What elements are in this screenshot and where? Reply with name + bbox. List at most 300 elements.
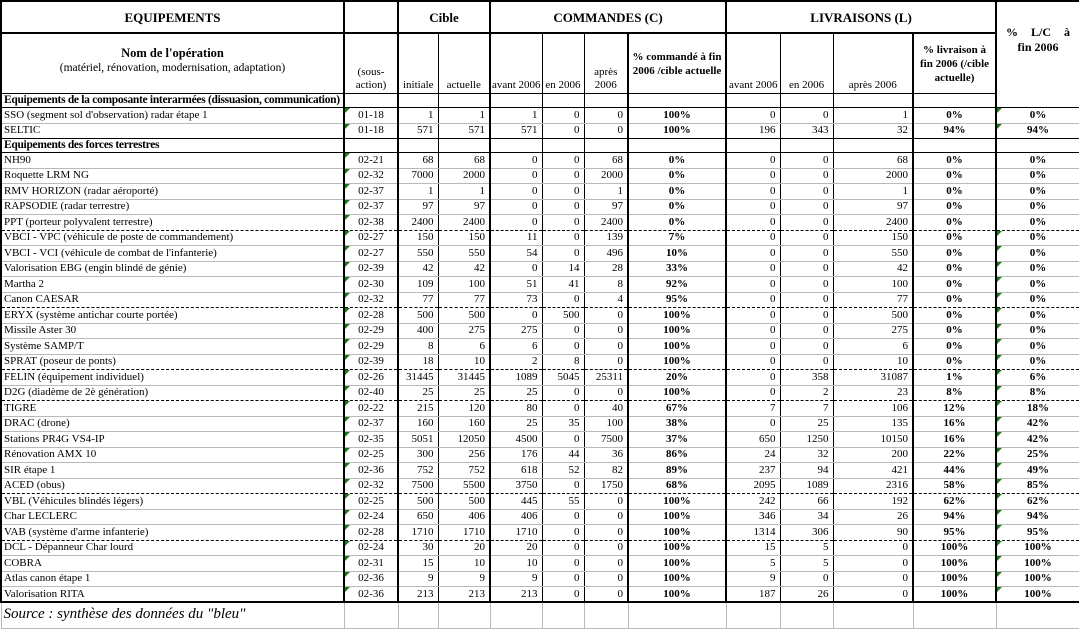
cell-commandes-en-2006 [542,339,584,355]
cell-text: 0 [823,200,829,213]
cell-text: 02-32 [358,293,384,306]
cell-text: 0 [574,324,580,337]
cell-livraisons-avant-2006 [726,494,780,510]
cell-pct-livraison-fin-2006 [913,556,996,572]
cell-text: 0 [532,262,538,275]
cell-pct-commande-fin-2006 [628,153,726,169]
empty-cell [344,139,398,153]
cell-livraisons-en-2006 [780,540,833,556]
cell-livraisons-apres-2006 [833,230,913,246]
cell-text: 0 [532,169,538,182]
cell-commandes-avant-2006 [490,385,542,401]
cell-livraisons-avant-2006 [726,277,780,293]
cell-livraisons-en-2006 [780,447,833,463]
lc-part-ratio: L/C [1031,24,1052,39]
cell-cible-actuelle [438,215,490,231]
cell-commandes-apres-2006 [584,525,628,541]
cell-text: 02-29 [358,339,384,352]
cell-operation-name: Système SAMP/T [1,339,344,355]
cell-sous-action [344,525,398,541]
cell-commandes-apres-2006 [584,339,628,355]
cell-text: 0 [617,494,623,507]
cell-text: 42 [897,262,909,275]
cell-pct-livraison-fin-2006 [913,123,996,139]
cell-text: 0 [617,324,623,337]
cell-pct-l-sur-c-fin-2006 [996,108,1079,124]
cell-commandes-apres-2006 [584,184,628,200]
cell-text: 150 [891,231,909,244]
cell-operation-name: VAB (système d'arme infanterie) [1,525,344,541]
cell-cible-initiale [398,385,438,401]
cell-pct-livraison-fin-2006 [913,509,996,525]
lc-part-percent: % [1006,24,1019,39]
cell-text: 0 [823,246,829,259]
table-row [1,416,1079,432]
cell-pct-l-sur-c-fin-2006 [996,494,1079,510]
cell-commandes-apres-2006 [584,354,628,370]
green-corner-indicator-icon [997,448,1002,453]
cell-pct-livraison-fin-2006 [913,525,996,541]
cell-commandes-apres-2006 [584,199,628,215]
cell-text: 94% [943,124,966,137]
cell-text: 100% [940,541,969,554]
cell-text: 9 [428,572,434,585]
cell-pct-commande-fin-2006 [628,123,726,139]
cell-pct-commande-fin-2006 [628,292,726,308]
cell-cible-actuelle [438,199,490,215]
cell-livraisons-avant-2006 [726,323,780,339]
cell-text: 02-26 [358,370,384,383]
cell-pct-commande-fin-2006 [628,323,726,339]
cell-operation-name: Char LECLERC [1,509,344,525]
cell-cible-initiale [398,478,438,494]
cell-text: 02-37 [358,417,384,430]
cell-text: 86% [666,448,689,461]
cell-text: 1 [428,108,434,121]
cell-text: 160 [417,417,434,430]
cell-operation-name: Martha 2 [1,277,344,293]
cell-commandes-avant-2006 [490,571,542,587]
green-corner-indicator-icon [997,479,1002,484]
green-corner-indicator-icon [345,184,350,189]
table-row [1,123,1079,139]
cell-livraisons-avant-2006 [726,556,780,572]
cell-operation-name: Stations PR4G VS4-IP [1,432,344,448]
cell-livraisons-avant-2006 [726,184,780,200]
empty-cell [542,94,584,108]
cell-text: 445 [521,494,538,507]
cell-text: 0 [574,386,580,399]
cell-commandes-apres-2006 [584,308,628,324]
table-row [1,354,1079,370]
header-row-groups [1,1,1079,33]
cell-text: 0% [946,262,963,275]
cell-cible-initiale [398,123,438,139]
cell-sous-action [344,168,398,184]
cell-commandes-en-2006 [542,525,584,541]
cell-text: 0% [946,293,963,306]
empty-cell [584,139,628,153]
cell-commandes-en-2006 [542,199,584,215]
cell-cible-initiale [398,401,438,417]
cell-text: 31445 [457,370,485,383]
cell-text: 02-38 [358,215,384,228]
cell-commandes-en-2006 [542,123,584,139]
cell-text: 106 [891,401,909,414]
empty-cell [344,94,398,108]
cell-text: 0 [770,355,776,368]
cell-text: 0 [823,184,829,197]
cell-text: 0% [668,153,686,166]
cell-text: 213 [417,587,434,600]
lc-part-a: à [1064,24,1071,39]
cell-operation-name: Valorisation EBG (engin blindé de génie) [1,261,344,277]
green-corner-indicator-icon [345,587,350,592]
empty-cell [490,94,542,108]
cell-text: 0% [946,215,963,228]
cell-livraisons-avant-2006 [726,215,780,231]
cell-text: 1 [428,184,434,197]
cell-commandes-avant-2006 [490,153,542,169]
table-row [1,525,1079,541]
cell-livraisons-apres-2006 [833,277,913,293]
cell-commandes-en-2006 [542,587,584,603]
green-corner-indicator-icon [345,124,350,129]
cell-text: 7500 [601,432,623,445]
cell-commandes-en-2006 [542,478,584,494]
cell-pct-commande-fin-2006 [628,108,726,124]
cell-text: 44% [943,463,966,476]
cell-sous-action [344,277,398,293]
cell-text: 02-39 [358,262,384,275]
cell-text: 2 [532,355,538,368]
cell-text: 343 [812,124,829,137]
green-corner-indicator-icon [345,386,350,391]
cell-text: 0 [574,169,580,182]
cell-text: 24 [764,448,776,461]
cell-pct-l-sur-c-fin-2006 [996,123,1079,139]
cell-livraisons-avant-2006 [726,153,780,169]
cell-pct-livraison-fin-2006 [913,339,996,355]
green-corner-indicator-icon [997,432,1002,437]
cell-commandes-apres-2006 [584,509,628,525]
cell-text: 42% [1027,417,1050,430]
green-corner-indicator-icon [345,417,350,422]
green-corner-indicator-icon [345,572,350,577]
cell-commandes-apres-2006 [584,323,628,339]
cell-commandes-avant-2006 [490,401,542,417]
cell-pct-l-sur-c-fin-2006 [996,261,1079,277]
cell-text: 0% [946,308,963,321]
cell-sous-action [344,108,398,124]
cell-text: 62% [943,494,966,507]
cell-commandes-apres-2006 [584,463,628,479]
cell-text: 571 [417,124,434,137]
cell-text: 1 [532,108,538,121]
cell-cible-actuelle [438,292,490,308]
cell-text: 0 [823,308,829,321]
cell-livraisons-en-2006 [780,587,833,603]
cell-text: 0% [946,355,963,368]
section-header-row [1,139,1079,153]
cell-text: 256 [468,448,485,461]
cell-text: 31445 [406,370,434,383]
green-corner-indicator-icon [345,448,350,453]
cell-text: 0 [617,510,623,523]
cell-livraisons-en-2006 [780,463,833,479]
cell-livraisons-apres-2006 [833,339,913,355]
cell-sous-action [344,385,398,401]
empty-cell [584,94,628,108]
cell-text: 571 [521,124,538,137]
cell-text: 5051 [411,432,434,445]
cell-text: 0% [1029,339,1047,352]
cell-text: 7 [823,401,829,414]
header-cible-initiale: initiale [398,33,438,94]
cell-livraisons-avant-2006 [726,123,780,139]
section-title: Equipements des forces terrestres [1,139,344,153]
cell-text: 01-18 [358,124,384,137]
empty-cell [398,139,438,153]
table-row [1,230,1079,246]
cell-text: 100% [663,587,691,600]
cell-text: 2400 [463,215,485,228]
cell-cible-actuelle [438,556,490,572]
cell-pct-l-sur-c-fin-2006 [996,308,1079,324]
cell-text: 2000 [886,169,909,182]
cell-pct-commande-fin-2006 [628,199,726,215]
cell-pct-livraison-fin-2006 [913,108,996,124]
cell-text: 1 [902,108,909,121]
cell-text: 97 [897,200,909,213]
cell-sous-action [344,230,398,246]
cell-text: 7% [668,231,686,244]
cell-text: 346 [759,510,776,523]
green-corner-indicator-icon [997,386,1002,391]
cell-text: 275 [521,324,538,337]
green-corner-indicator-icon [345,479,350,484]
cell-text: 0% [1029,231,1047,244]
cell-livraisons-avant-2006 [726,108,780,124]
cell-pct-commande-fin-2006 [628,246,726,262]
cell-text: 62% [1027,494,1050,507]
cell-livraisons-avant-2006 [726,416,780,432]
cell-text: 77 [474,293,485,306]
green-corner-indicator-icon [345,541,350,546]
header-row-columns [1,33,1079,94]
cell-livraisons-en-2006 [780,123,833,139]
cell-pct-commande-fin-2006 [628,432,726,448]
cell-livraisons-apres-2006 [833,199,913,215]
cell-livraisons-en-2006 [780,385,833,401]
cell-text: 109 [417,277,434,290]
cell-livraisons-apres-2006 [833,556,913,572]
cell-text: 0 [574,339,580,352]
cell-livraisons-en-2006 [780,478,833,494]
cell-text: 0 [617,386,623,399]
cell-text: 100% [663,308,691,321]
green-corner-indicator-icon [997,124,1002,129]
table-row [1,323,1079,339]
cell-text: 0% [1029,246,1047,259]
cell-text: 35 [568,417,580,430]
cell-commandes-avant-2006 [490,277,542,293]
cell-livraisons-avant-2006 [726,246,780,262]
cell-text: 0 [823,355,829,368]
cell-operation-name: Valorisation RITA [1,587,344,603]
cell-text: 500 [468,308,485,321]
cell-text: 68 [897,153,909,166]
cell-text: 97 [612,200,623,213]
cell-commandes-en-2006 [542,385,584,401]
cell-operation-name: SELTIC [1,123,344,139]
cell-commandes-apres-2006 [584,587,628,603]
cell-text: 0 [823,262,829,275]
cell-livraisons-apres-2006 [833,308,913,324]
cell-commandes-en-2006 [542,277,584,293]
cell-text: 02-28 [358,525,384,538]
cell-text: 100 [891,277,909,290]
cell-text: 0% [946,153,963,166]
green-corner-indicator-icon [345,355,350,360]
cell-livraisons-apres-2006 [833,323,913,339]
cell-pct-l-sur-c-fin-2006 [996,509,1079,525]
cell-sous-action [344,184,398,200]
cell-text: 0 [902,541,909,554]
cell-text: 02-22 [358,401,384,414]
cell-text: 650 [417,510,434,523]
cell-operation-name: FELIN (équipement individuel) [1,370,344,386]
cell-livraisons-apres-2006 [833,292,913,308]
cell-text: 358 [812,370,829,383]
cell-text: 100% [663,124,691,137]
cell-text: 54 [526,246,538,259]
cell-text: 0 [617,587,623,600]
cell-text: 01-18 [358,108,384,121]
cell-text: 02-31 [358,556,384,569]
cell-livraisons-avant-2006 [726,432,780,448]
cell-livraisons-apres-2006 [833,571,913,587]
cell-commandes-avant-2006 [490,540,542,556]
cell-cible-initiale [398,292,438,308]
cell-sous-action [344,509,398,525]
cell-text: 139 [606,231,623,244]
cell-text: 550 [417,246,434,259]
cell-text: 44 [568,448,580,461]
cell-commandes-en-2006 [542,447,584,463]
empty-cell [913,94,996,108]
cell-text: 8 [428,339,434,352]
cell-text: 500 [468,494,485,507]
cell-operation-name: RMV HORIZON (radar aéroporté) [1,184,344,200]
cell-commandes-en-2006 [542,556,584,572]
cell-text: 0 [823,572,829,585]
cell-pct-livraison-fin-2006 [913,463,996,479]
cell-sous-action [344,261,398,277]
cell-pct-livraison-fin-2006 [913,540,996,556]
cell-text: 196 [759,124,776,137]
table-row [1,153,1079,169]
cell-text: 0 [574,432,580,445]
cell-text: 150 [468,231,485,244]
cell-text: 0 [617,355,623,368]
cell-text: 618 [521,463,538,476]
cell-livraisons-apres-2006 [833,108,913,124]
cell-cible-actuelle [438,168,490,184]
cell-sous-action [344,571,398,587]
cell-text: 0 [823,293,829,306]
empty-cell [490,602,542,628]
cell-text: 500 [891,308,909,321]
table-row [1,339,1079,355]
cell-pct-commande-fin-2006 [628,354,726,370]
cell-text: 406 [521,510,538,523]
nom-operation-title: Nom de l'opération [121,45,224,60]
empty-cell [913,602,996,628]
cell-commandes-en-2006 [542,509,584,525]
cell-cible-actuelle [438,308,490,324]
cell-text: 10 [526,556,538,569]
section-header-row [1,94,1079,108]
cell-text: 2400 [411,215,434,228]
cell-commandes-en-2006 [542,153,584,169]
cell-text: 16% [943,417,966,430]
cell-text: 10% [666,246,689,259]
header-pct-commande: % commandé à fin 2006 /cible actuelle [628,33,726,94]
empty-cell [398,602,438,628]
cell-text: 7 [770,401,776,414]
empty-cell [780,602,833,628]
table-row [1,571,1079,587]
green-corner-indicator-icon [997,262,1002,267]
cell-text: 237 [759,463,776,476]
cell-pct-livraison-fin-2006 [913,215,996,231]
cell-pct-livraison-fin-2006 [913,168,996,184]
cell-commandes-avant-2006 [490,416,542,432]
cell-text: 25 [474,386,485,399]
cell-cible-initiale [398,108,438,124]
cell-pct-commande-fin-2006 [628,308,726,324]
cell-pct-livraison-fin-2006 [913,478,996,494]
cell-sous-action [344,354,398,370]
cell-commandes-avant-2006 [490,292,542,308]
cell-cible-actuelle [438,401,490,417]
cell-cible-initiale [398,540,438,556]
cell-text: 213 [468,587,485,600]
cell-livraisons-apres-2006 [833,261,913,277]
cell-commandes-apres-2006 [584,246,628,262]
cell-text: 0% [1029,308,1047,321]
table-row [1,447,1079,463]
cell-pct-livraison-fin-2006 [913,230,996,246]
cell-commandes-avant-2006 [490,525,542,541]
cell-livraisons-en-2006 [780,230,833,246]
cell-text: 30 [422,541,434,554]
cell-text: 0 [574,479,580,492]
cell-text: 26 [817,587,829,600]
cell-commandes-apres-2006 [584,478,628,494]
cell-text: 12% [943,401,966,414]
cell-cible-initiale [398,432,438,448]
cell-cible-actuelle [438,463,490,479]
empty-cell [726,94,780,108]
cell-text: 0 [617,308,623,321]
cell-pct-commande-fin-2006 [628,447,726,463]
header-spacer [344,1,398,33]
cell-sous-action [344,416,398,432]
cell-livraisons-avant-2006 [726,509,780,525]
cell-livraisons-apres-2006 [833,184,913,200]
